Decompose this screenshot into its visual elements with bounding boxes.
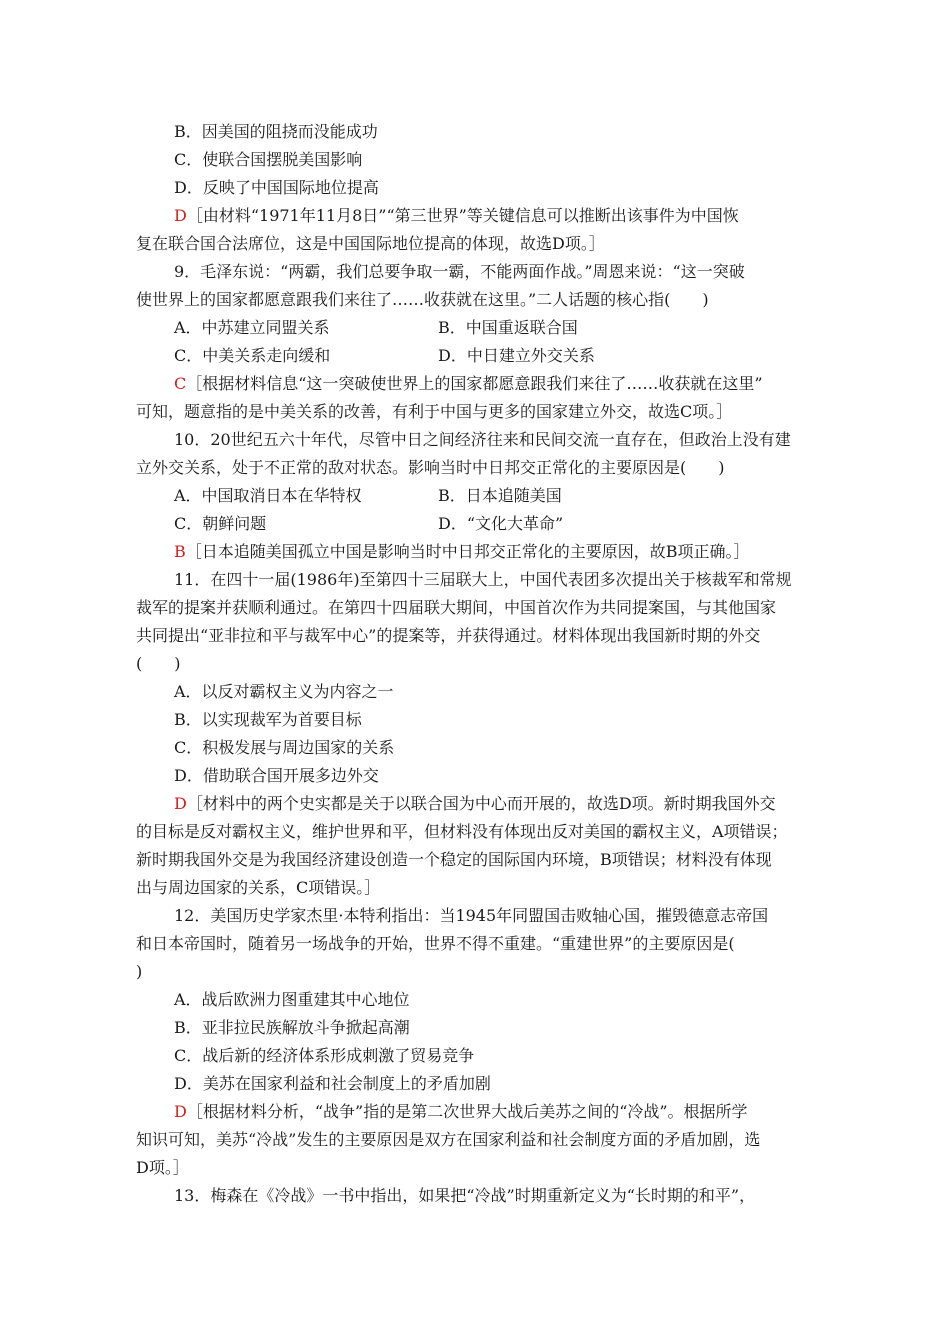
q11-answer-letter: D <box>174 794 187 813</box>
q10-stem-line2: 立外交关系，处于不正常的敌对状态。影响当时中日邦交正常化的主要原因是( ) <box>136 458 725 477</box>
q12-answer-line1 <box>174 1102 748 1122</box>
q9-option-d: D．中日建立外交关系 <box>438 346 595 365</box>
q12-answer-text: ［根据材料分析，“战争”指的是第二次世界大战后美苏之间的“冷战”。根据所学 <box>186 1102 748 1121</box>
q10-stem-line1: 10．20世纪五六十年代，尽管中日之间经济往来和民间交流一直存在，但政治上没有建 <box>174 430 791 449</box>
q10-option-b: B．日本追随美国 <box>438 486 562 505</box>
q8-option-b: B．因美国的阻挠而没能成功 <box>174 122 378 141</box>
q12-option-d: D．美苏在国家利益和社会制度上的矛盾加剧 <box>174 1074 491 1093</box>
q11-option-b: B．以实现裁军为首要目标 <box>174 710 362 729</box>
q8-answer-line2: 复在联合国合法席位，这是中国国际地位提高的体现，故选D项。］ <box>136 234 605 253</box>
q8-answer-line1 <box>174 206 739 226</box>
q12-answer-line3: D项。］ <box>136 1158 189 1177</box>
q11-stem-line1: 11．在四十一届(1986年)至第四十三届联大上，中国代表团多次提出关于核裁军和常规 <box>174 570 792 589</box>
q10-option-c: C．朝鲜问题 <box>174 514 267 533</box>
q10-answer-line1 <box>174 542 750 562</box>
q8-answer-letter: D <box>174 206 187 225</box>
q11-stem-line2: 裁军的提案并获顺利通过。在第四十四届联大期间，中国首次作为共同提案国，与其他国家 <box>136 598 777 617</box>
q11-stem-line4: ( ) <box>136 654 181 673</box>
q9-option-c: C．中美关系走向缓和 <box>174 346 331 365</box>
q12-stem-line2: 和日本帝国时，随着另一场战争的开始，世界不得不重建。“重建世界”的主要原因是( <box>136 934 735 953</box>
q11-stem-line3: 共同提出“亚非拉和平与裁军中心”的提案等，并获得通过。材料体现出我国新时期的外交 <box>136 626 761 645</box>
q12-option-b: B．亚非拉民族解放斗争掀起高潮 <box>174 1018 410 1037</box>
q10-option-d: D．“文化大革命” <box>438 514 564 533</box>
q11-answer-line4: 出与周边国家的关系，C项错误。］ <box>136 878 381 897</box>
q12-option-a: A．战后欧洲力图重建其中心地位 <box>174 990 410 1009</box>
q8-answer-text: ［由材料“1971年11月8日”“第三世界”等关键信息可以推断出该事件为中国恢 <box>186 206 739 225</box>
q9-stem-line2: 使世界上的国家都愿意跟我们来往了……收获就在这里。”二人话题的核心指( ) <box>136 290 709 309</box>
q11-answer-text: ［材料中的两个史实都是关于以联合国为中心而开展的，故选D项。新时期我国外交 <box>186 794 776 813</box>
q11-option-d: D．借助联合国开展多边外交 <box>174 766 379 785</box>
q9-option-a: A．中苏建立同盟关系 <box>174 318 330 337</box>
q10-option-a: A．中国取消日本在华特权 <box>174 486 362 505</box>
q9-stem-line1: 9．毛泽东说：“两霸，我们总要争取一霸，不能两面作战。”周恩来说：“这一突破 <box>174 262 745 281</box>
q11-answer-line1 <box>174 794 776 814</box>
q10-answer-text: ［日本追随美国孤立中国是影响当时中日邦交正常化的主要原因，故B项正确。］ <box>185 542 750 561</box>
q11-option-c: C．积极发展与周边国家的关系 <box>174 738 395 757</box>
q9-answer-line2: 可知，题意指的是中美关系的改善，有利于中国与更多的国家建立外交，故选C项。］ <box>136 402 733 421</box>
q9-answer-line1 <box>174 374 763 394</box>
q8-option-c: C．使联合国摆脱美国影响 <box>174 150 363 169</box>
q12-option-c: C．战后新的经济体系形成刺激了贸易竞争 <box>174 1046 475 1065</box>
q10-answer-letter: B <box>174 542 186 561</box>
q11-answer-line3: 新时期我国外交是为我国经济建设创造一个稳定的国际国内环境，B项错误；材料没有体现 <box>136 850 772 869</box>
q12-answer-line2: 知识可知，美苏“冷战”发生的主要原因是双方在国家利益和社会制度方面的矛盾加剧，选 <box>136 1130 761 1149</box>
q12-stem-line1: 12．美国历史学家杰里·本特利指出：当1945年同盟国击败轴心国，摧毁德意志帝国 <box>174 906 769 925</box>
q13-stem-line1: 13．梅森在《冷战》一书中指出，如果把“冷战”时期重新定义为“长时期的和平”， <box>174 1186 756 1205</box>
q8-option-d: D．反映了中国国际地位提高 <box>174 178 379 197</box>
q12-stem-line3: ) <box>136 962 143 981</box>
q11-answer-line2: 的目标是反对霸权主义，维护世界和平，但材料没有体现出反对美国的霸权主义，A项错误； <box>136 822 788 841</box>
q12-answer-letter: D <box>174 1102 187 1121</box>
q9-answer-letter: C <box>174 374 187 393</box>
q9-answer-text: ［根据材料信息“这一突破使世界上的国家都愿意跟我们来往了……收获就在这里” <box>186 374 763 393</box>
q11-option-a: A．以反对霸权主义为内容之一 <box>174 682 394 701</box>
q9-option-b: B．中国重返联合国 <box>438 318 578 337</box>
